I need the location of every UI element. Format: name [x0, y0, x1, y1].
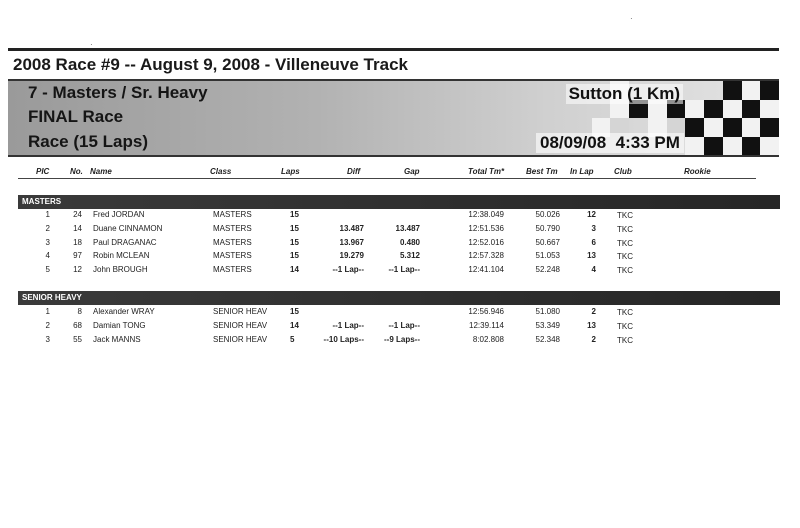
cell-diff: --1 Lap-- [332, 320, 364, 330]
checker-square [760, 81, 779, 100]
checker-square [498, 100, 517, 119]
cell-gap: 0.480 [399, 237, 420, 247]
cell-laps: 15 [290, 223, 299, 233]
cell-name: Damian TONG [93, 320, 146, 330]
cell-laps: 15 [290, 237, 299, 247]
cell-best: 52.248 [535, 265, 560, 275]
checker-square [685, 137, 704, 156]
cell-class: MASTERS [213, 251, 252, 261]
cell-laps: 14 [290, 265, 299, 275]
cell-name: Fred JORDAN [93, 210, 145, 219]
banner-race-length: Race (15 Laps) [28, 132, 148, 151]
table-row [0, 250, 800, 264]
cell-inlap: 6 [591, 237, 596, 247]
cell-total: 12:38.049 [468, 210, 504, 219]
cell-best: 50.790 [535, 223, 560, 233]
group-header-masters: MASTERS [18, 195, 780, 209]
cell-laps: 5 [290, 334, 295, 344]
col-header-inlap: In Lap [570, 167, 594, 176]
cell-class: SENIOR HEAV [213, 307, 267, 316]
cell-no: 68 [73, 320, 82, 330]
cell-total: 12:41.104 [468, 265, 504, 275]
group-header-senior-heavy: SENIOR HEAVY [18, 291, 780, 305]
cell-club: TKC [617, 321, 633, 331]
checker-square [723, 118, 742, 137]
col-header-club: Club [614, 167, 632, 176]
cell-gap: 5.312 [399, 251, 420, 261]
checker-square [517, 118, 536, 137]
cell-gap: --1 Lap-- [388, 265, 420, 275]
checker-square [535, 100, 554, 119]
cell-best: 50.667 [535, 237, 560, 247]
col-header-pic: PIC [36, 167, 50, 176]
cell-laps: 14 [290, 320, 299, 330]
cell-best: 53.349 [535, 320, 560, 330]
cell-no: 14 [73, 223, 82, 233]
cell-pic: 1 [45, 307, 50, 316]
checker-square [498, 137, 517, 156]
cell-gap: 13.487 [395, 223, 420, 233]
banner-class-label: 7 - Masters / Sr. Heavy [28, 83, 208, 102]
page-title: 2008 Race #9 -- August 9, 2008 - Villeneuve Track [13, 55, 408, 74]
cell-no: 18 [73, 237, 82, 247]
checker-square [704, 81, 723, 100]
checker-square [498, 118, 517, 137]
cell-diff: 19.279 [339, 251, 364, 261]
race-date: 08/09/08 [540, 133, 607, 152]
cell-gap: --1 Lap-- [388, 320, 420, 330]
cell-name: Alexander WRAY [93, 307, 155, 316]
checker-square [685, 118, 704, 137]
table-row [0, 237, 800, 251]
race-time: 4:33 PM [615, 133, 680, 152]
checker-square [742, 137, 761, 156]
cell-club: TKC [617, 252, 633, 262]
cell-class: MASTERS [213, 265, 252, 275]
cell-diff: 13.487 [339, 223, 364, 233]
col-header-class: Class [210, 167, 232, 176]
cell-no: 8 [77, 307, 82, 316]
checker-square [498, 81, 517, 100]
cell-class: MASTERS [213, 210, 252, 219]
cell-diff: 13.967 [339, 237, 364, 247]
cell-club: TKC [617, 308, 633, 317]
cell-no: 55 [73, 334, 82, 344]
cell-inlap: 13 [587, 251, 596, 261]
cell-best: 51.080 [535, 307, 560, 316]
cell-inlap: 2 [591, 307, 596, 316]
cell-club: TKC [617, 224, 633, 234]
cell-pic: 4 [45, 251, 50, 261]
checker-square [723, 137, 742, 156]
checker-square [760, 100, 779, 119]
scan-speck: · [90, 40, 93, 49]
checker-square [723, 100, 742, 119]
checker-square [760, 118, 779, 137]
col-header-name: Name [90, 167, 112, 176]
cell-diff: --10 Laps-- [323, 334, 364, 344]
cell-inlap: 4 [591, 265, 596, 275]
scan-speck: · [630, 14, 633, 23]
cell-name: Paul DRAGANAC [93, 237, 157, 247]
checker-square [704, 137, 723, 156]
col-header-best: Best Tm [526, 167, 558, 176]
cell-club: TKC [617, 335, 633, 345]
cell-total: 12:52.016 [468, 237, 504, 247]
cell-no: 12 [73, 265, 82, 275]
cell-laps: 15 [290, 210, 299, 219]
cell-name: Duane CINNAMON [93, 223, 163, 233]
cell-class: SENIOR HEAV [213, 334, 267, 344]
col-header-no: No. [70, 167, 83, 176]
checker-square [704, 118, 723, 137]
cell-total: 12:51.536 [468, 223, 504, 233]
cell-club: TKC [617, 266, 633, 276]
cell-inlap: 3 [591, 223, 596, 233]
checker-square [685, 100, 704, 119]
cell-no: 24 [73, 210, 82, 219]
checker-square [685, 81, 704, 100]
cell-class: SENIOR HEAV [213, 320, 267, 330]
col-header-laps: Laps [281, 167, 300, 176]
cell-name: Robin MCLEAN [93, 251, 150, 261]
checker-square [742, 100, 761, 119]
cell-inlap: 12 [587, 210, 596, 219]
top-rule [8, 48, 779, 51]
cell-inlap: 13 [587, 320, 596, 330]
cell-best: 50.026 [535, 210, 560, 219]
header-rule [18, 178, 756, 179]
checker-square [517, 137, 536, 156]
cell-total: 12:56.946 [468, 307, 504, 316]
cell-total: 12:39.114 [469, 320, 504, 330]
race-datetime [536, 133, 684, 153]
cell-laps: 15 [290, 307, 299, 316]
checker-square [535, 81, 554, 100]
cell-club: TKC [617, 211, 633, 220]
cell-best: 51.053 [535, 251, 560, 261]
cell-gap: --9 Laps-- [384, 334, 420, 344]
table-row [0, 223, 800, 237]
col-header-diff: Diff [347, 167, 361, 176]
cell-total: 8:02.808 [472, 334, 504, 344]
checker-square [517, 100, 536, 119]
cell-inlap: 2 [591, 334, 596, 344]
cell-name: John BROUGH [93, 265, 148, 275]
cell-pic: 5 [45, 265, 50, 275]
cell-pic: 3 [45, 237, 50, 247]
cell-diff: --1 Lap-- [332, 265, 364, 275]
checker-square [517, 81, 536, 100]
table-row [0, 209, 800, 223]
cell-class: MASTERS [213, 237, 252, 247]
cell-pic: 1 [45, 210, 50, 219]
checker-square [723, 81, 742, 100]
cell-best: 52.348 [535, 334, 560, 344]
race-banner [8, 79, 779, 157]
table-row [0, 320, 800, 334]
banner-session-label: FINAL Race [28, 107, 124, 126]
cell-name: Jack MANNS [93, 334, 141, 344]
table-row [0, 306, 800, 320]
table-row [0, 264, 800, 278]
cell-total: 12:57.328 [468, 251, 504, 261]
table-row [0, 334, 800, 348]
cell-class: MASTERS [213, 223, 252, 233]
checker-square [742, 118, 761, 137]
cell-laps: 15 [290, 251, 299, 261]
checker-square [760, 137, 779, 156]
cell-pic: 3 [45, 334, 50, 344]
col-header-rookie: Rookie [684, 167, 711, 176]
col-header-total: Total Tm* [468, 167, 505, 176]
track-name: Sutton (1 Km) [566, 84, 683, 104]
checker-square [704, 100, 723, 119]
cell-pic: 2 [45, 320, 50, 330]
cell-pic: 2 [45, 223, 50, 233]
checker-square [742, 81, 761, 100]
cell-club: TKC [617, 238, 633, 248]
cell-no: 97 [73, 251, 82, 261]
col-header-gap: Gap [404, 167, 420, 176]
